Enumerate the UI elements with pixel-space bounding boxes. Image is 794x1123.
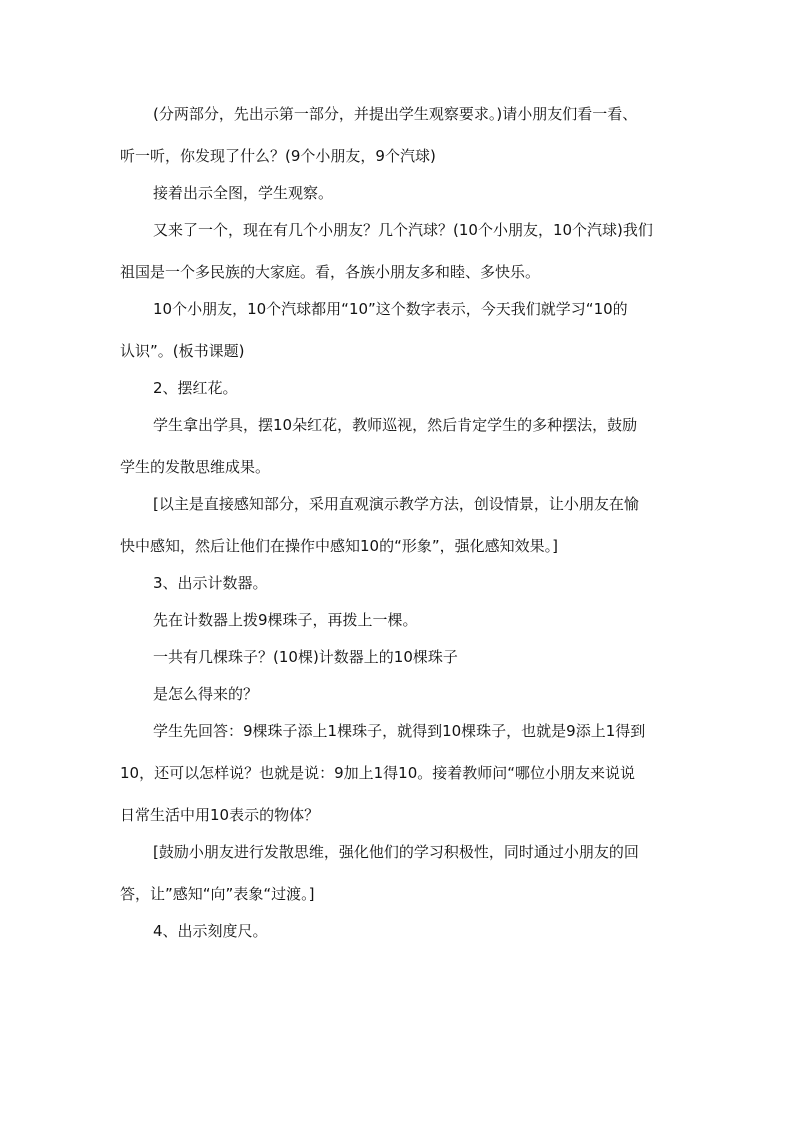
paragraph-line: 认识”。(板书课题) bbox=[120, 342, 245, 360]
paragraph-line: [鼓励小朋友进行发散思维，强化他们的学习积极性，同时通过小朋友的回 bbox=[153, 843, 639, 861]
section-heading-flowers bbox=[120, 377, 680, 400]
section-heading-counter bbox=[120, 572, 680, 595]
section-heading: 2、摆红花。 bbox=[153, 379, 238, 397]
paragraph-line: 一共有几棵珠子？(10棵)计数器上的10棵珠子 bbox=[153, 648, 458, 666]
paragraph-perception-note bbox=[120, 493, 680, 558]
paragraph-topic bbox=[120, 298, 680, 363]
section-heading: 3、出示计数器。 bbox=[153, 574, 268, 592]
paragraph-line: 学生拿出学具，摆10朵红花，教师巡视，然后肯定学生的多种摆法，鼓励 bbox=[153, 416, 638, 434]
paragraph-divergent-note bbox=[120, 841, 680, 906]
paragraph-full-picture bbox=[120, 182, 680, 205]
paragraph-line: 先在计数器上拨9棵珠子，再拨上一棵。 bbox=[153, 611, 418, 629]
paragraph-counter-beads bbox=[120, 609, 680, 632]
section-heading-ruler bbox=[120, 920, 680, 943]
paragraph-line: 学生先回答：9棵珠子添上1棵珠子，就得到10棵珠子，也就是9添上1得到 bbox=[153, 722, 646, 740]
paragraph-line: (分两部分，先出示第一部分，并提出学生观察要求。)请小朋友们看一看、 bbox=[153, 105, 638, 123]
paragraph-line: 祖国是一个多民族的大家庭。看，各族小朋友多和睦、多快乐。 bbox=[120, 263, 541, 281]
paragraph-line: 接着出示全图，学生观察。 bbox=[153, 184, 334, 202]
paragraph-line: [以主是直接感知部分，采用直观演示教学方法，创设情景，让小朋友在愉 bbox=[153, 495, 639, 513]
paragraph-observe-intro bbox=[120, 103, 680, 168]
paragraph-student-answer bbox=[120, 720, 680, 827]
paragraph-line: 10个小朋友，10个汽球都用“10”这个数字表示，今天我们就学习“10的 bbox=[153, 300, 628, 318]
paragraph-flowers bbox=[120, 414, 680, 479]
document-body bbox=[120, 103, 680, 957]
paragraph-count-question bbox=[120, 646, 680, 669]
paragraph-line: 是怎么得来的？ bbox=[153, 685, 259, 703]
paragraph-line: 答，让”感知“向”表象“过渡。] bbox=[120, 885, 315, 903]
paragraph-how-derived bbox=[120, 683, 680, 706]
paragraph-line: 听一听，你发现了什么？(9个小朋友，9个汽球) bbox=[120, 147, 436, 165]
paragraph-line: 学生的发散思维成果。 bbox=[120, 458, 271, 476]
paragraph-line: 又来了一个，现在有几个小朋友？几个汽球？(10个小朋友，10个汽球)我们 bbox=[153, 221, 653, 239]
paragraph-line: 快中感知，然后让他们在操作中感知10的“形象”，强化感知效果。] bbox=[120, 537, 558, 555]
section-heading: 4、出示刻度尺。 bbox=[153, 922, 268, 940]
paragraph-line: 日常生活中用10表示的物体？ bbox=[120, 806, 320, 824]
paragraph-one-more bbox=[120, 219, 680, 284]
paragraph-line: 10，还可以怎样说？也就是说：9加上1得10。接着教师问“哪位小朋友来说说 bbox=[120, 764, 636, 782]
